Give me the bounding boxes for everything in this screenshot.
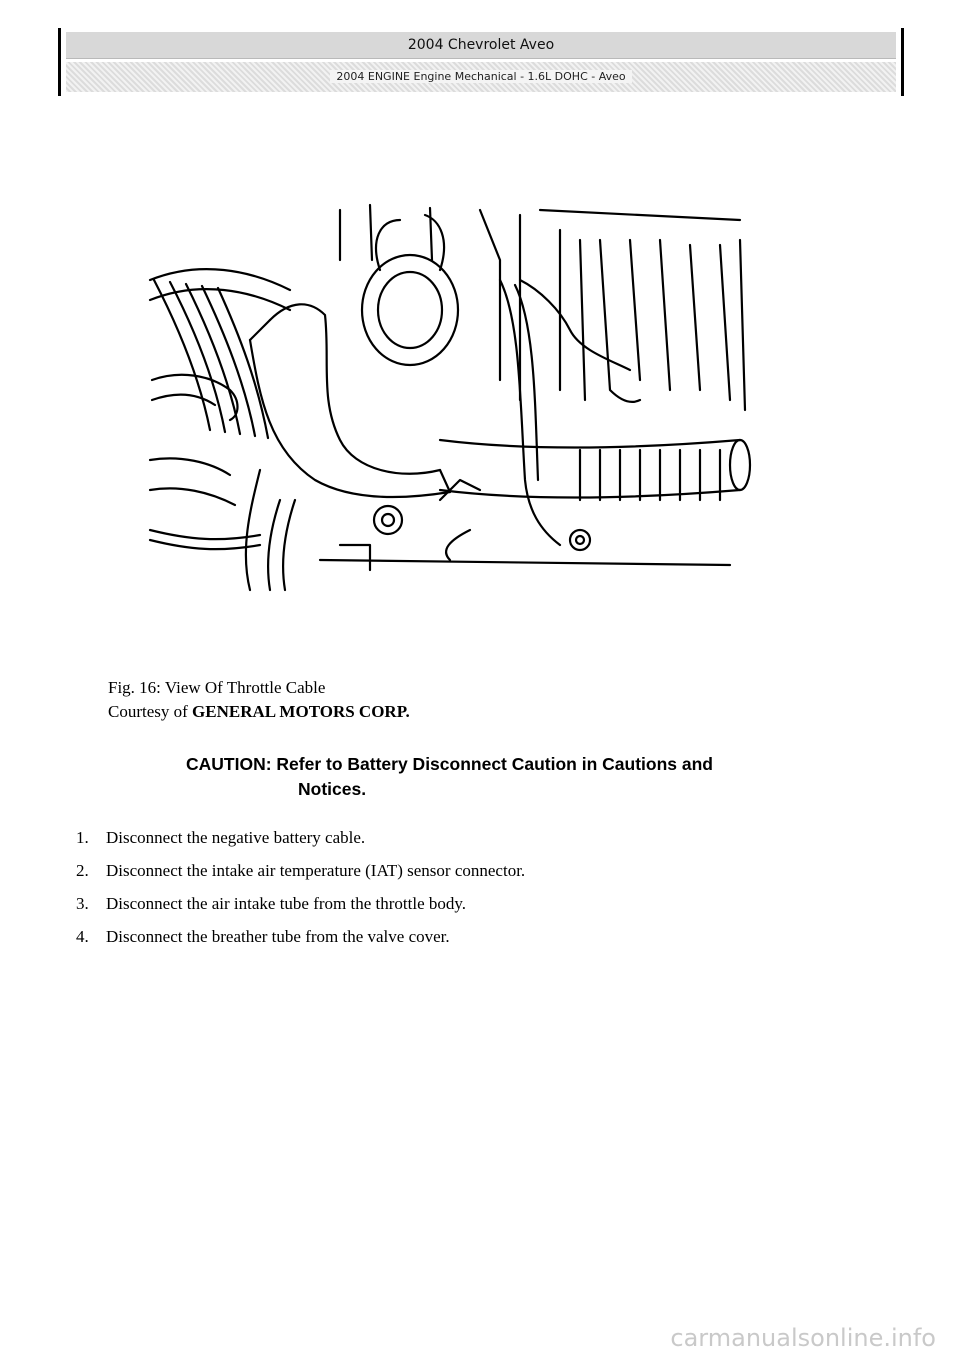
throttle-cable-illustration bbox=[140, 200, 760, 610]
step-text: Disconnect the air intake tube from the throttle body. bbox=[106, 894, 467, 913]
step-item bbox=[76, 861, 525, 881]
courtesy-prefix: Courtesy of bbox=[108, 702, 193, 721]
air-intake-duct bbox=[150, 269, 290, 549]
step-number: 4. bbox=[76, 927, 89, 946]
document-subtitle: 2004 ENGINE Engine Mechanical - 1.6L DOHC - Aveo bbox=[330, 70, 631, 83]
header-left-border bbox=[58, 28, 61, 96]
step-text: Disconnect the intake air temperature (IAT) sensor connector. bbox=[106, 861, 526, 880]
courtesy-name: GENERAL MOTORS CORP. bbox=[192, 702, 410, 721]
step-item bbox=[76, 828, 525, 848]
intake-manifold bbox=[340, 205, 745, 410]
header-right-border bbox=[901, 28, 904, 96]
breather-hose bbox=[250, 304, 450, 497]
ribbed-tube bbox=[440, 440, 750, 500]
caution-line-2: Notices. bbox=[298, 779, 367, 799]
document-title: 2004 Chevrolet Aveo bbox=[66, 32, 896, 59]
step-number: 3. bbox=[76, 894, 89, 913]
document-subtitle-bar bbox=[66, 62, 896, 92]
page-header bbox=[58, 28, 904, 96]
figure-caption-title: Fig. 16: View Of Throttle Cable bbox=[108, 678, 326, 697]
caution-note bbox=[186, 752, 886, 802]
step-text: Disconnect the negative battery cable. bbox=[106, 828, 366, 847]
throttle-body bbox=[362, 215, 458, 365]
step-item bbox=[76, 894, 525, 914]
caution-line-1: CAUTION: Refer to Battery Disconnect Caution in Cautions and bbox=[186, 754, 713, 774]
procedure-steps bbox=[76, 828, 525, 960]
step-number: 2. bbox=[76, 861, 89, 880]
step-text: Disconnect the breather tube from the valve cover. bbox=[106, 927, 450, 946]
step-number: 1. bbox=[76, 828, 89, 847]
watermark: carmanualsonline.info bbox=[670, 1324, 936, 1352]
step-item bbox=[76, 927, 525, 947]
figure-caption-courtesy bbox=[108, 700, 410, 724]
lower-hoses bbox=[246, 470, 730, 590]
figure-caption bbox=[108, 676, 410, 724]
